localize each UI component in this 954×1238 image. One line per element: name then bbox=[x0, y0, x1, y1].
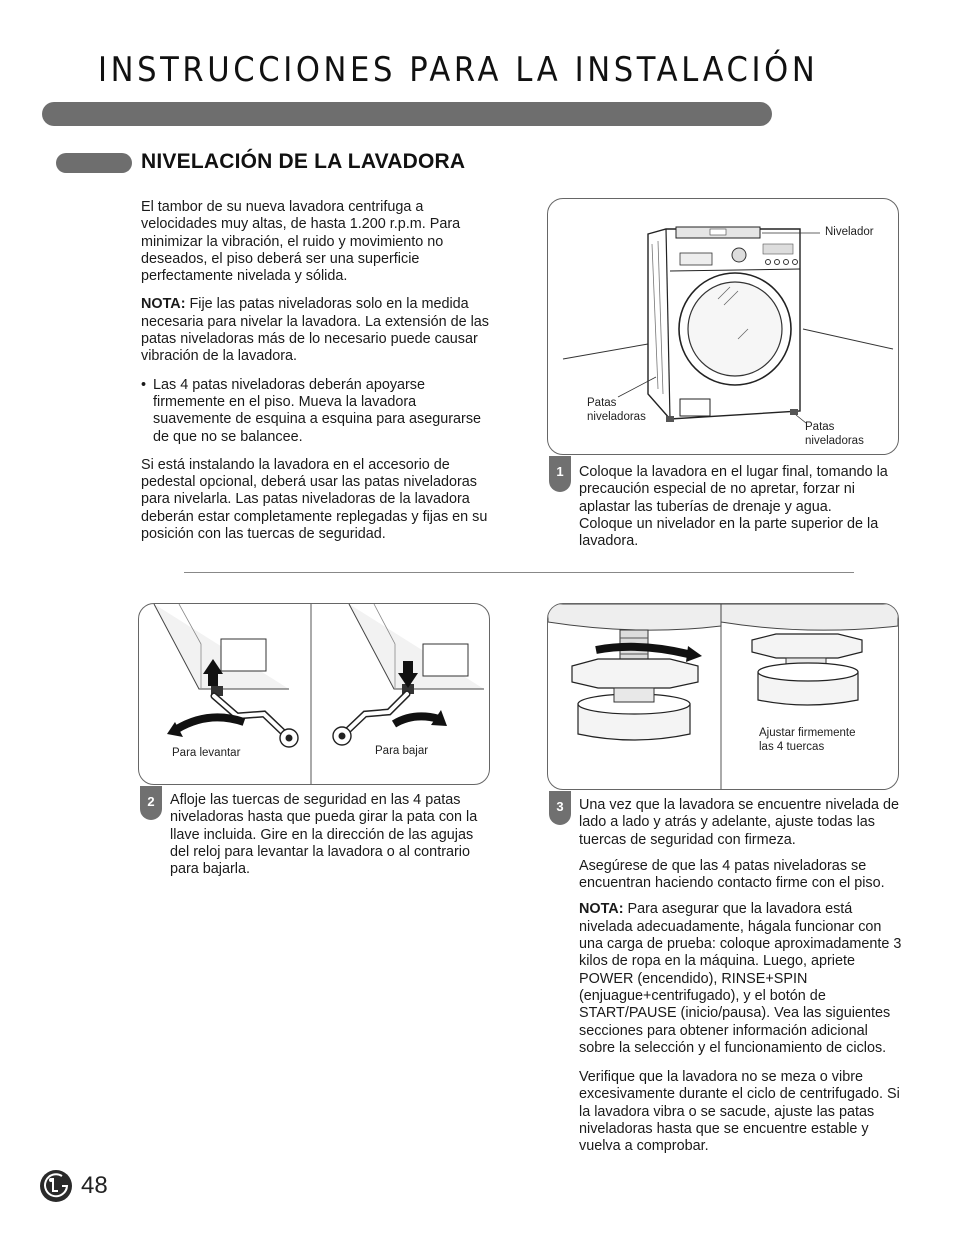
step3-note-text: Para asegurar que la lavadora está nivelada adecuadamente, hágala funcionar con una carga de prueba: coloque aproximadamente 3 kilos de ropa en la máquina. Luego, apriete POWER (encendido), RINSE+SPIN (enjuague+centrifugado), y el botón de START/PAUSE (inicio/pausa). Vea las siguientes secciones para obtener información adicional sobre la selección y el funcionamiento de ciclos. bbox=[579, 901, 902, 1056]
foot-nut-illustration bbox=[548, 604, 898, 789]
divider bbox=[184, 572, 854, 573]
step1-text: Coloque la lavadora en el lugar final, tomando la precaución especial de no apretar, forzar ni aplastar las tuberías de drenaje y agua. Coloque un nivelador en la parte superior de la lavadora. bbox=[579, 464, 888, 550]
bullet-item bbox=[141, 377, 491, 446]
note-text: Fije las patas niveladoras solo en la medida necesaria para nivelar la lavadora. La extensión de las patas niveladoras más de lo necesario puede causar vibración de la lavadora. bbox=[141, 296, 489, 365]
step3-badge: 3 bbox=[549, 791, 571, 825]
bullet-dot: • bbox=[141, 376, 147, 393]
step2-text: Afloje las tuercas de seguridad en las 4 patas niveladoras hasta que pueda girar la pata con la llave incluida. Gire en la dirección de las agujas del reloj para levantar la lavadora o al contrario para bajarla. bbox=[170, 792, 478, 878]
label-tighten: Ajustar firmemente las 4 tuercas bbox=[759, 727, 856, 753]
step1-badge: 1 bbox=[549, 456, 571, 492]
step3-note-label: NOTA: bbox=[579, 901, 624, 918]
bullet-text: Las 4 patas niveladoras deberán apoyarse firmemente en el piso. Mueva la lavadora suavemente de esquina a esquina para asegurarse de que no se balancee. bbox=[153, 376, 482, 445]
step1-illustration bbox=[547, 198, 899, 455]
note-label: NOTA: bbox=[141, 296, 186, 313]
label-raise: Para levantar bbox=[172, 747, 241, 759]
lg-logo-icon bbox=[40, 1170, 72, 1202]
title-bar bbox=[42, 102, 772, 126]
intro-paragraph: El tambor de su nueva lavadora centrifuga a velocidades muy altas, de hasta 1.200 r.p.m. Para minimizar la vibración, el ruido y movimiento no deseados, el piso deberá ser una superficie perfectamente nivelada y sólida. bbox=[141, 199, 461, 285]
step2-badge: 2 bbox=[140, 786, 162, 820]
pedestal-paragraph: Si está instalando la lavadora en el accesorio de pedestal opcional, deberá usar las patas niveladoras para nivelarla. Las patas niveladoras de la lavadora deberán estar completamente replegadas y fijas en su posición con las tuercas de seguridad. bbox=[141, 456, 488, 543]
label-patas-right: Patas niveladoras bbox=[805, 421, 864, 447]
step3-text bbox=[579, 797, 905, 1156]
page-title: INSTRUCCIONES PARA LA INSTALACIÓN bbox=[98, 50, 819, 90]
step2-illustration bbox=[138, 603, 490, 785]
page-number: 48 bbox=[81, 1172, 108, 1199]
intro-text bbox=[141, 199, 491, 554]
label-nivelador: Nivelador bbox=[825, 226, 874, 238]
section-pill bbox=[56, 153, 132, 173]
step3-note bbox=[579, 901, 905, 1057]
step3-paragraph4: Verifique que la lavadora no se meza o vibre excesivamente durante el ciclo de centrifugado. Si la lavadora vibra o se sacude, ajuste las patas niveladoras hasta que se encuentre estable y vuelva a comprobar. bbox=[579, 1069, 900, 1155]
section-title: NIVELACIÓN DE LA LAVADORA bbox=[141, 150, 466, 173]
step3-illustration bbox=[547, 603, 899, 790]
step3-paragraph2: Asegúrese de que las 4 patas niveladoras se encuentran haciendo contacto firme con el piso. bbox=[579, 857, 885, 892]
intro-note bbox=[141, 296, 491, 365]
label-patas-left: Patas niveladoras bbox=[587, 397, 646, 423]
label-lower: Para bajar bbox=[375, 745, 429, 757]
step3-paragraph1: Una vez que la lavadora se encuentre nivelada de lado a lado y atrás y adelante, ajuste todas las tuercas de seguridad con firmeza. bbox=[579, 797, 900, 848]
